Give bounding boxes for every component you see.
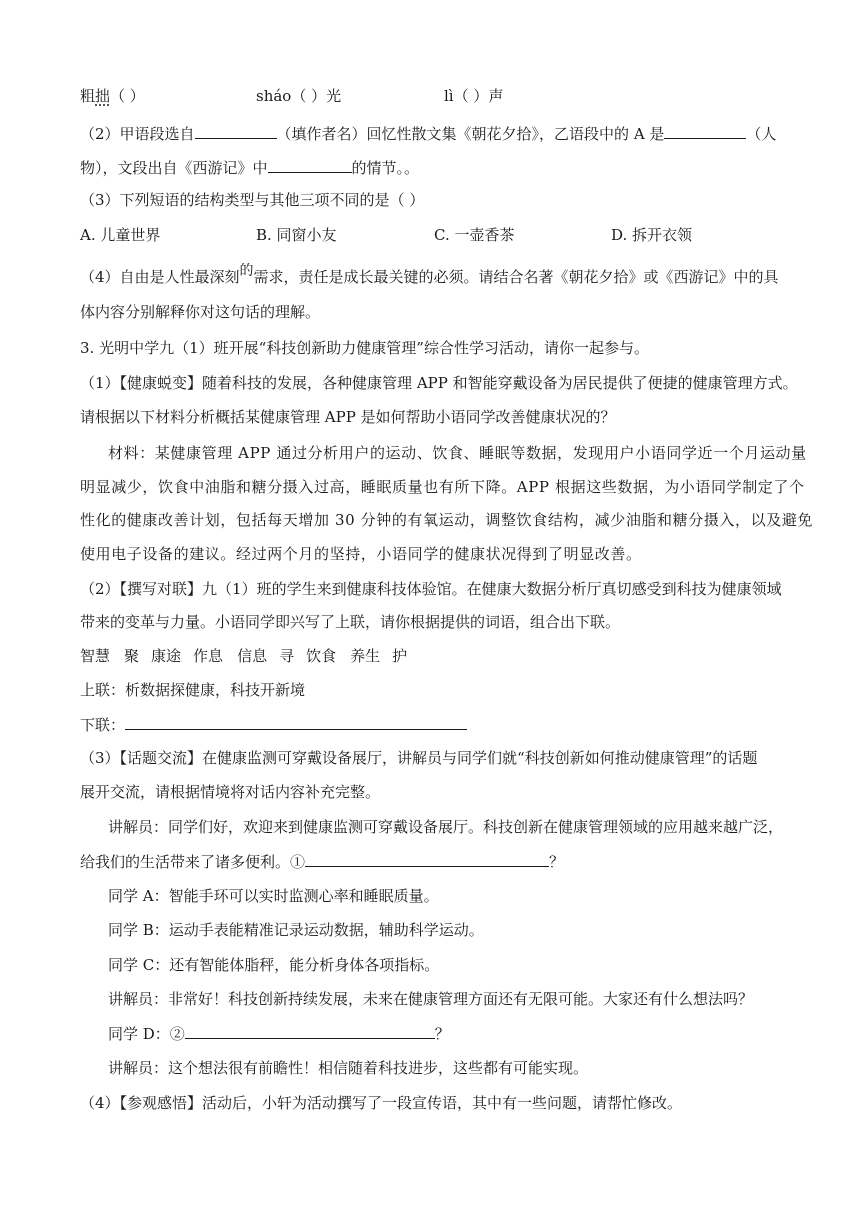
- pinyin-item-2: sháo（ ）光: [256, 87, 342, 105]
- answer-blank[interactable]: [268, 157, 352, 173]
- pinyin-item-1: [80, 87, 145, 105]
- q4-raised-char: 的: [239, 263, 254, 279]
- answer-blank-1[interactable]: [305, 851, 549, 867]
- word-bank-item: 养生: [350, 647, 381, 665]
- word-bank-item: 康途: [151, 647, 182, 665]
- material-line-1: 材料：某健康管理 APP 通过分析用户的运动、饮食、睡眠等数据，发现用户小语同学近一个月运动量: [108, 444, 807, 462]
- q2-text-e: 的情节。。: [351, 159, 420, 177]
- dotted-char: 拙: [95, 87, 111, 105]
- q4-text-b: 需求，责任是成长最关键的必须。请结合名著《朝花夕拾》或《西游记》中的具: [253, 268, 779, 286]
- dialogue-guide-2: 讲解员：非常好！科技创新持续发展，未来在健康管理方面还有无限可能。大家还有什么想法吗？: [108, 990, 754, 1008]
- sub3-line-2: 展开交流，请根据情境将对话内容补充完整。: [80, 783, 381, 801]
- q4-text-a: （4）自由是人性最深刻: [80, 268, 240, 286]
- q2-text-a: （2）甲语段选自: [80, 125, 195, 143]
- q3-option-c[interactable]: C. 一壶香茶: [434, 226, 515, 244]
- sub3-line-1: （3）【话题交流】在健康监测可穿戴设备展厅，讲解员与同学们就“科技创新如何推动健康管理”的话题: [80, 749, 758, 767]
- dialogue-guide-1b: [80, 851, 564, 872]
- dialogue-guide-3: 讲解员：这个想法很有前瞻性！相信随着科技进步，这些都有可能实现。: [108, 1059, 589, 1077]
- sub1-line-1: （1）【健康蜕变】随着科技的发展，各种健康管理 APP 和智能穿戴设备为居民提供了便捷的健康管理方式。: [80, 374, 798, 392]
- answer-blank-2[interactable]: [185, 1023, 435, 1039]
- dialogue-text: ？: [549, 853, 565, 871]
- q3-stem: （3）下列短语的结构类型与其他三项不同的是（ ）: [80, 191, 425, 209]
- pinyin-row: [80, 86, 145, 106]
- section-3-intro: 3. 光明中学九（1）班开展“科技创新助力健康管理”综合性学习活动，请你一起参与。: [80, 339, 649, 357]
- word-bank-item: 智慧: [80, 647, 111, 665]
- q2-text-b: （填作者名）回忆性散文集《朝花夕拾》，乙语段中的 A 是: [276, 125, 665, 143]
- material-line-2: 明显减少，饮食中油脂和糖分摄入过高，睡眠质量也有所下降。APP 根据这些数据，为小语同学制定了个: [80, 478, 805, 496]
- word-bank-item: 信息: [237, 647, 268, 665]
- sub1-line-2: 请根据以下材料分析概括某健康管理 APP 是如何帮助小语同学改善健康状况的？: [80, 408, 616, 426]
- dialogue-text: 给我们的生活带来了诸多便利。①: [80, 853, 306, 871]
- word-bank-item: 饮食: [306, 647, 337, 665]
- q4-line-2: 体内容分别解释你对这句话的理解。: [80, 303, 321, 321]
- q3-option-b[interactable]: B. 同窗小友: [256, 226, 337, 244]
- answer-paren: （ ）: [110, 87, 145, 105]
- dialogue-student-d: [108, 1023, 450, 1044]
- word-bank-item: 作息: [193, 647, 224, 665]
- material-line-3: 性化的健康改善计划，包括每天增加 30 分钟的有氧运动，调整饮食结构，减少油脂和糖分摄入，以及避免: [80, 511, 814, 529]
- dialogue-text: ？: [434, 1025, 450, 1043]
- lower-couplet-blank[interactable]: [125, 714, 467, 730]
- sub4-line: （4）【参观感悟】活动后，小轩为活动撰写了一段宣传语，其中有一些问题，请帮忙修改。: [80, 1094, 683, 1112]
- q4-line-1: [80, 263, 779, 288]
- q3-option-a[interactable]: A. 儿童世界: [80, 226, 161, 244]
- q2-text-c: （人: [746, 125, 777, 143]
- material-line-4: 使用电子设备的建议。经过两个月的坚持，小语同学的健康状况得到了明显改善。: [80, 545, 642, 563]
- sub2-line-2: 带来的变革与力量。小语同学即兴写了上联，请你根据提供的词语，组合出下联。: [80, 613, 621, 631]
- lower-couplet: [80, 714, 467, 735]
- pinyin-item-3: lì（ ）声: [444, 87, 504, 105]
- dialogue-student-a: 同学 A：智能手环可以实时监测心率和睡眠质量。: [108, 887, 439, 905]
- word-bank-item: 护: [392, 647, 408, 665]
- word-bank: [80, 646, 407, 666]
- q2-line-2: [80, 157, 419, 178]
- q3-option-d[interactable]: D. 拆开衣领: [611, 226, 693, 244]
- answer-blank[interactable]: [195, 123, 277, 139]
- dialogue-guide-1a: 讲解员：同学们好，欢迎来到健康监测可穿戴设备展厅。科技创新在健康管理领域的应用越来越广泛，: [108, 818, 784, 836]
- lower-couplet-label: 下联：: [80, 716, 126, 734]
- sub2-line-1: （2）【撰写对联】九（1）班的学生来到健康科技体验馆。在健康大数据分析厅真切感受到科技为健康领域: [80, 580, 782, 598]
- q2-line-1: [80, 123, 776, 144]
- upper-couplet: 上联：析数据探健康，科技开新境: [80, 681, 306, 699]
- word-bank-item: 聚: [124, 647, 140, 665]
- answer-blank[interactable]: [664, 123, 746, 139]
- dialogue-student-c: 同学 C：还有智能体脂秤，能分析身体各项指标。: [108, 956, 440, 974]
- word-bank-item: 寻: [279, 647, 295, 665]
- q2-text-d: 物），文段出自《西游记》中: [80, 159, 268, 177]
- dialogue-text: 同学 D：②: [108, 1025, 185, 1043]
- dialogue-student-b: 同学 B：运动手表能精准记录运动数据，辅助科学运动。: [108, 921, 484, 939]
- word-char: 粗: [80, 87, 96, 105]
